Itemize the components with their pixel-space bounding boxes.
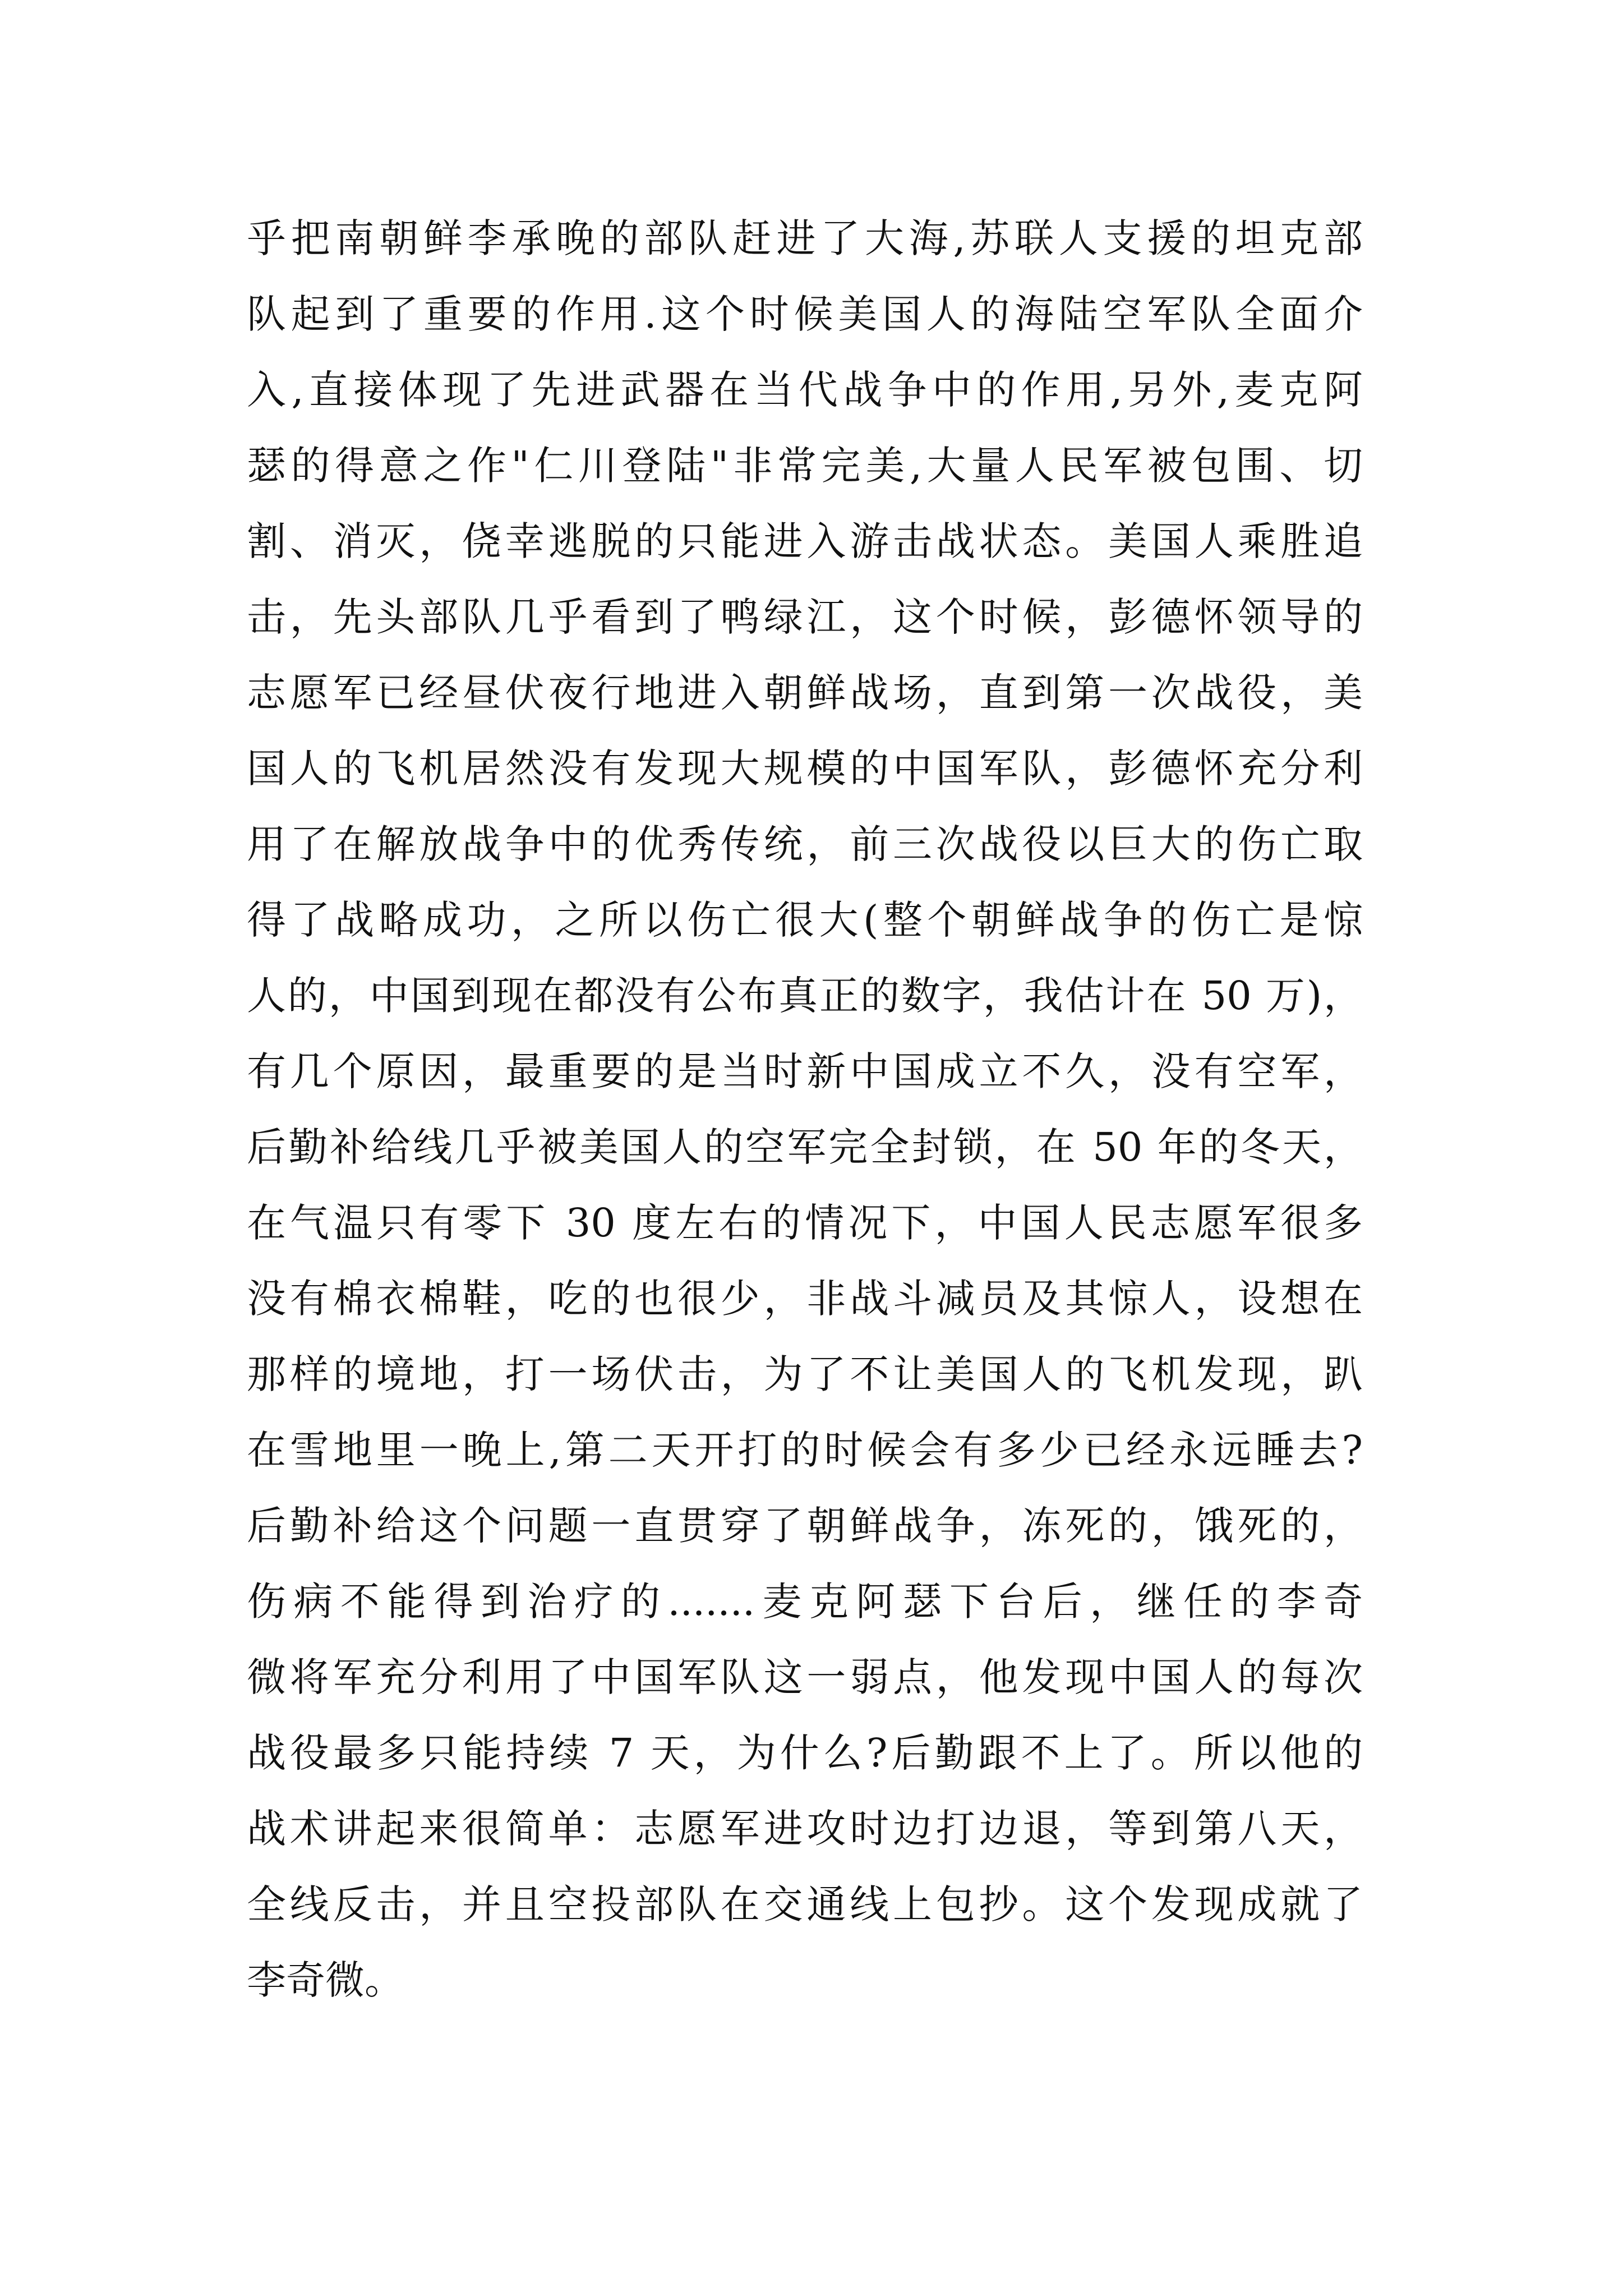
text-line: 乎把南朝鲜李承晚的部队赶进了大海,苏联人支援的坦克部: [247, 215, 1363, 261]
text-line: 微将军充分利用了中国军队这一弱点，他发现中国人的每次: [247, 1654, 1363, 1700]
text-line: 入,直接体现了先进武器在当代战争中的作用,另外,麦克阿: [247, 367, 1363, 413]
text-line: 有几个原因，最重要的是当时新中国成立不久，没有空军，: [247, 1048, 1363, 1094]
text-line: 得了战略成功，之所以伤亡很大(整个朝鲜战争的伤亡是惊: [247, 897, 1363, 943]
text-line: 战术讲起来很简单：志愿军进攻时边打边退，等到第八天，: [247, 1806, 1363, 1852]
text-line: 志愿军已经昼伏夜行地进入朝鲜战场，直到第一次战役，美: [247, 670, 1363, 716]
text-line: 在雪地里一晚上,第二天开打的时候会有多少已经永远睡去?: [247, 1427, 1363, 1473]
text-line: 后勤补给这个问题一直贯穿了朝鲜战争，冻死的，饿死的，: [247, 1503, 1363, 1549]
text-line: 那样的境地，打一场伏击，为了不让美国人的飞机发现，趴: [247, 1351, 1363, 1397]
text-line: 击，先头部队几乎看到了鸭绿江，这个时候，彭德怀领导的: [247, 594, 1363, 640]
text-line: 战役最多只能持续 7 天，为什么?后勤跟不上了。所以他的: [247, 1730, 1363, 1776]
text-line: 没有棉衣棉鞋，吃的也很少，非战斗减员及其惊人，设想在: [247, 1276, 1363, 1322]
text-line: 国人的飞机居然没有发现大规模的中国军队，彭德怀充分利: [247, 746, 1363, 792]
text-line: 人的，中国到现在都没有公布真正的数字，我估计在 50 万)，: [247, 973, 1363, 1019]
text-line: 李奇微。: [247, 1957, 404, 2003]
text-line: 用了在解放战争中的优秀传统，前三次战役以巨大的伤亡取: [247, 821, 1363, 867]
text-line: 割、消灭，侥幸逃脱的只能进入游击战状态。美国人乘胜追: [247, 518, 1363, 564]
text-line: 伤病不能得到治疗的.......麦克阿瑟下台后，继任的李奇: [247, 1579, 1363, 1625]
text-line: 全线反击，并且空投部队在交通线上包抄。这个发现成就了: [247, 1881, 1363, 1927]
body-paragraph: [247, 201, 1363, 2018]
text-line: 瑟的得意之作"仁川登陆"非常完美,大量人民军被包围、切: [247, 443, 1363, 489]
text-line: 在气温只有零下 30 度左右的情况下，中国人民志愿军很多: [247, 1200, 1363, 1246]
text-line: 队起到了重要的作用.这个时候美国人的海陆空军队全面介: [247, 291, 1363, 337]
text-line: 后勤补给线几乎被美国人的空军完全封锁，在 50 年的冬天，: [247, 1124, 1363, 1170]
